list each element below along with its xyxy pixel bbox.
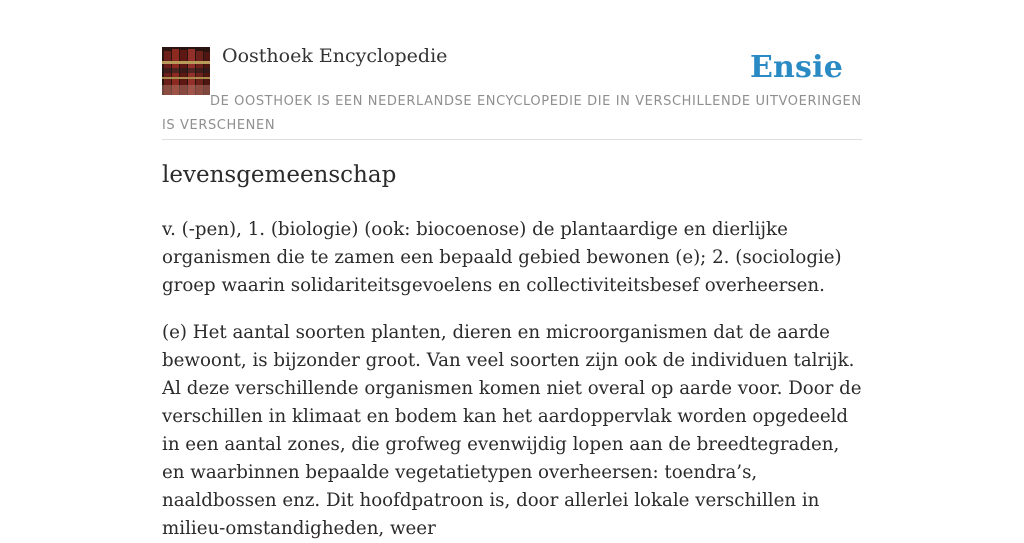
book-spines-icon[interactable] xyxy=(162,47,210,95)
source-tagline: DE OOSTHOEK IS EEN NEDERLANDSE ENCYCLOPEDIE DIE IN VERSCHILLENDE UITVOERINGEN IS VERSCHENEN xyxy=(162,94,862,133)
ensie-logo[interactable]: Ensie xyxy=(749,50,843,85)
entry-title: levensgemeenschap xyxy=(162,162,397,188)
definition-paragraph: v. (-pen), 1. (biologie) (ook: biocoenose) de plantaardige en dierlijke organismen die te zamen een bepaald gebied bewonen (e); 2. (sociologie) groep waarin solidariteitsgevoelens en collectiviteitsbesef overheersen. xyxy=(162,219,842,296)
source-title-link[interactable]: Oosthoek Encyclopedie xyxy=(222,45,448,67)
explanation-paragraph: (e) Het aantal soorten planten, dieren en microorganismen dat de aarde bewoont, is bijzonder groot. Van veel soorten zijn ook de individuen talrijk. Al deze verschillende organismen komen niet overal op aarde voor. Door de verschillen in klimaat en bodem kan het aardoppervlak worden opgedeeld in een aantal zones, die grofweg evenwijdig lopen aan de breedtegraden, en waarbinnen bepaalde vegetatietypen overheersen: toendra’s, naaldbossen enz. Dit hoofdpatroon is, door allerlei lokale verschillen in milieu-omstandigheden, weer xyxy=(162,322,862,539)
header-divider xyxy=(162,139,862,140)
